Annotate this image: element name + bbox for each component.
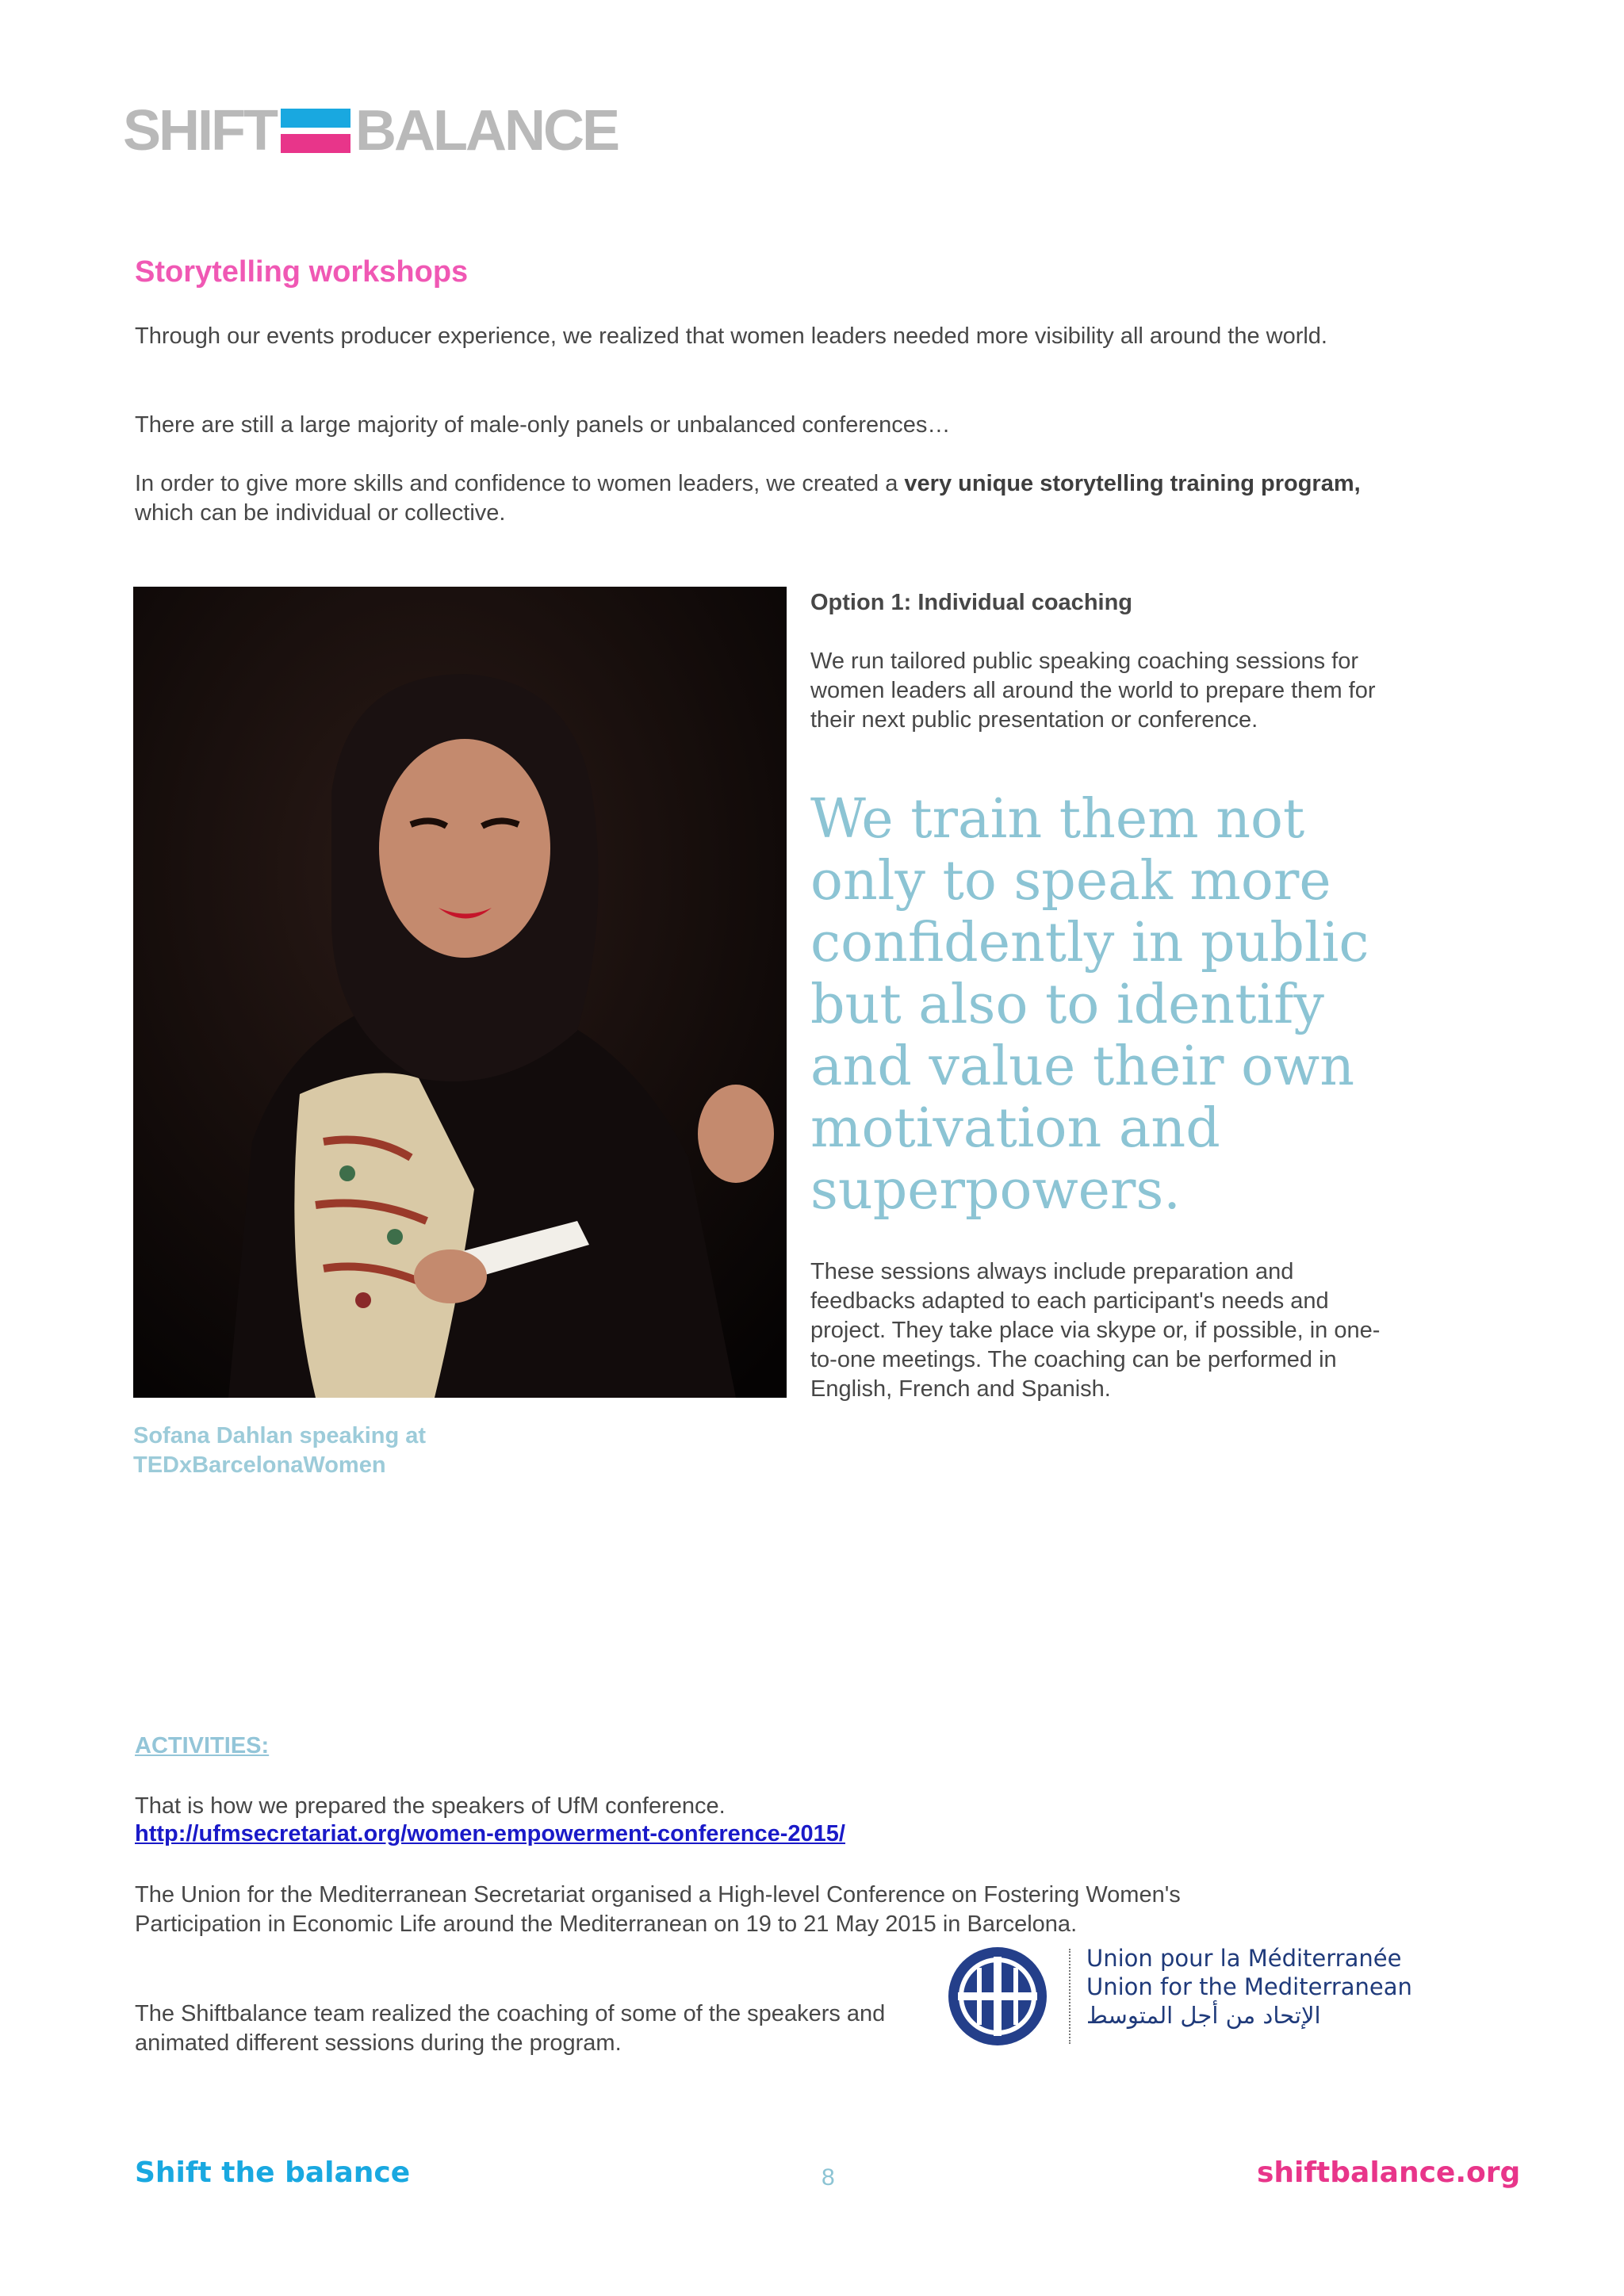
intro-paragraph-1: Through our events producer experience, we realized that women leaders needed more visibility all around the world. [135,323,1327,349]
speaker-photo [133,587,787,1398]
intro-3-end: which can be individual or collective. [135,500,506,526]
logo-word-shift: SHIFT [123,99,276,163]
intro-3-start: In order to give more skills and confidence to women leaders, we created a [135,471,905,496]
activities-line-1: That is how we prepared the speakers of UfM conference. [135,1793,726,1819]
intro-3-bold: very unique storytelling training program, [904,471,1361,496]
ufm-name-english: Union for the Mediterranean [1086,1973,1412,2000]
speaker-photo-illustration [133,587,787,1398]
intro-paragraph-2: There are still a large majority of male-only panels or unbalanced conferences… [135,412,951,438]
pull-quote: We train them not only to speak more confidently in public but also to identify and value their own motivation and superpowers. [810,788,1369,1222]
ufm-name-arabic: الإتحاد من أجل المتوسط [1086,2002,1321,2029]
photo-caption: Sofana Dahlan speaking at TEDxBarcelonaWomen [133,1423,427,1478]
ufm-logo-text [1086,1944,1412,2030]
activities-paragraph-3: The Shiftbalance team realized the coaching of some of the speakers and animated different sessions during the program. [135,2001,886,2056]
logo-word-balance: BALANCE [354,99,618,163]
option-title: Option 1: Individual coaching [810,590,1133,615]
ufm-logo [944,1941,1412,2044]
page-number: 8 [822,2164,835,2191]
logo-bars-icon [281,109,350,153]
footer-tagline: Shift the balance [135,2156,411,2189]
section-title: Storytelling workshops [135,255,469,289]
ufm-emblem-icon [947,1946,1048,2047]
sessions-paragraph: These sessions always include preparation and feedbacks adapted to each participant's needs and project. They take place via skype or, if possible, in one-to-one meetings. The coaching can be performed in English, French and Spanish. [810,1259,1381,1402]
shift-balance-logo [123,99,618,163]
activities-heading: ACTIVITIES: [135,1733,270,1758]
footer-website[interactable]: shiftbalance.org [1257,2156,1521,2189]
intro-paragraph-3 [135,469,1372,528]
option-description: We run tailored public speaking coaching sessions for women leaders all around the world to prepare them for their next public presentation or conference. [810,649,1376,733]
ufm-name-french: Union pour la Méditerranée [1086,1945,1402,1972]
ufm-logo-divider [1069,1949,1071,2044]
activities-paragraph-2: The Union for the Mediterranean Secretariat organised a High-level Conference on Fostering Women's Participation in Economic Life around the Mediterranean on 19 to 21 May 2015 in Barcelona. [135,1882,1181,1937]
ufm-conference-link[interactable]: http://ufmsecretariat.org/women-empowerment-conference-2015/ [135,1821,845,1846]
